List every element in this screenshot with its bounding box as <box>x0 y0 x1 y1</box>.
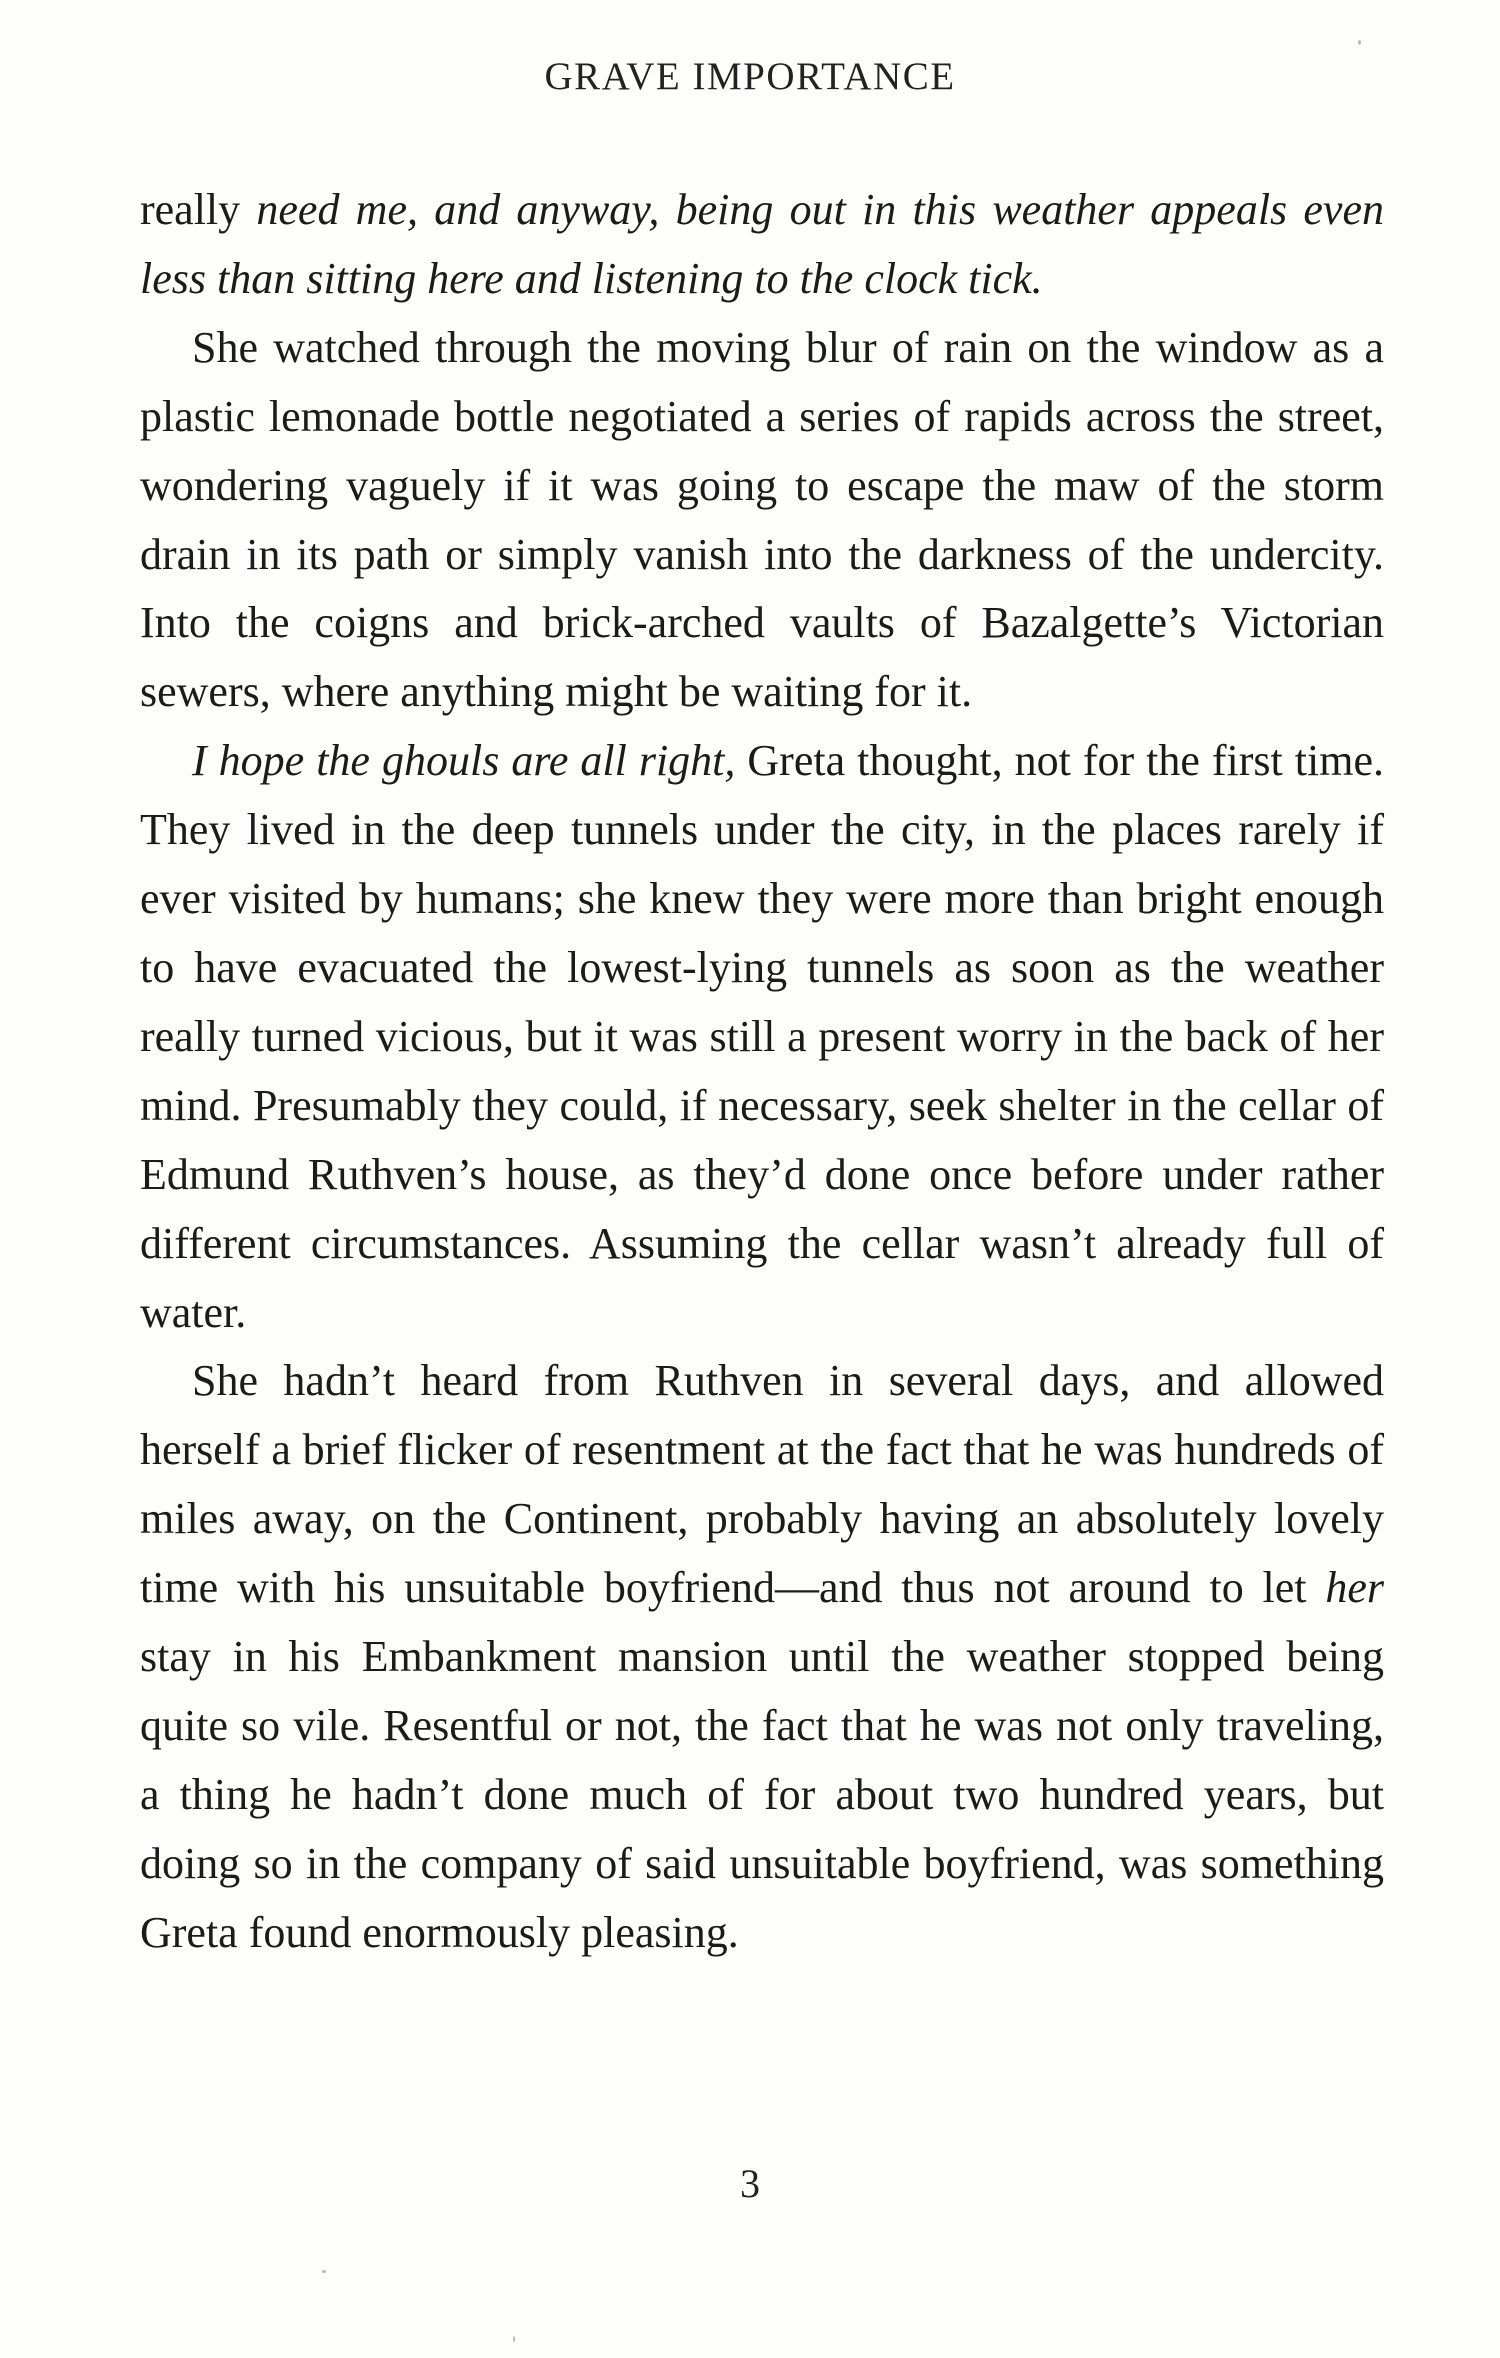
paragraph-2: She watched through the moving blur of rain on the window as a plastic lemonade bottle negotiated a series of rapids across the street, wondering vaguely if it was going to escape the maw of the storm drain in its path or simply vanish into the darkness of the undercity. Into the coigns and brick-arched vaults of Bazalgette’s Victorian sewers, where anything might be waiting for it. <box>140 322 1384 717</box>
scan-speck <box>322 2270 326 2273</box>
paragraph-4 <box>140 1347 1384 1967</box>
scan-speck <box>513 2336 515 2342</box>
paragraph-4-text-a: She hadn’t heard from Ruthven in several days, and allowed herself a brief flicker of resentment at the fact that he was hundreds of miles away, on the Continent, probably having an absolutely lovely time with his unsuitable boyfriend—and thus not around to let <box>140 1356 1384 1613</box>
paragraph-3-italic: I hope the ghouls are all right, <box>192 736 736 786</box>
paragraph-3-text: Greta thought, not for the first time. They lived in the deep tunnels under the city, in the places rarely if ever visited by humans; she knew they were more than bright enough to have evacuated the lowest-lying tunnels as soon as the weather really turned vicious, but it was still a present worry in the back of her mind. Presumably they could, if necessary, seek shelter in the cellar of Edmund Ruthven’s house, as they’d done once before under rather different circumstances. Assuming the cellar wasn’t already full of water. <box>140 736 1384 1337</box>
running-head: GRAVE IMPORTANCE <box>544 55 956 98</box>
page-number: 3 <box>740 2161 760 2206</box>
scan-speck <box>1358 40 1361 45</box>
paragraph-4-italic: her <box>1325 1563 1384 1613</box>
paragraph-1-italic: need me, and anyway, being out in this weather appeals even less than sitting here and listening to the clock tick. <box>140 185 1384 303</box>
paragraph-1-lead: really <box>140 185 257 234</box>
paragraph-1 <box>140 176 1384 314</box>
body-text <box>140 176 1384 1968</box>
paragraph-4-text-b: stay in his Embankment mansion until the weather stopped being quite so vile. Resentful or not, the fact that he was not only traveling, a thing he hadn’t done much of for about two hundred years, but doing so in the company of said unsuitable boyfriend, was something Greta found enormously pleasing. <box>140 1632 1384 1957</box>
paragraph-3 <box>140 727 1384 1347</box>
